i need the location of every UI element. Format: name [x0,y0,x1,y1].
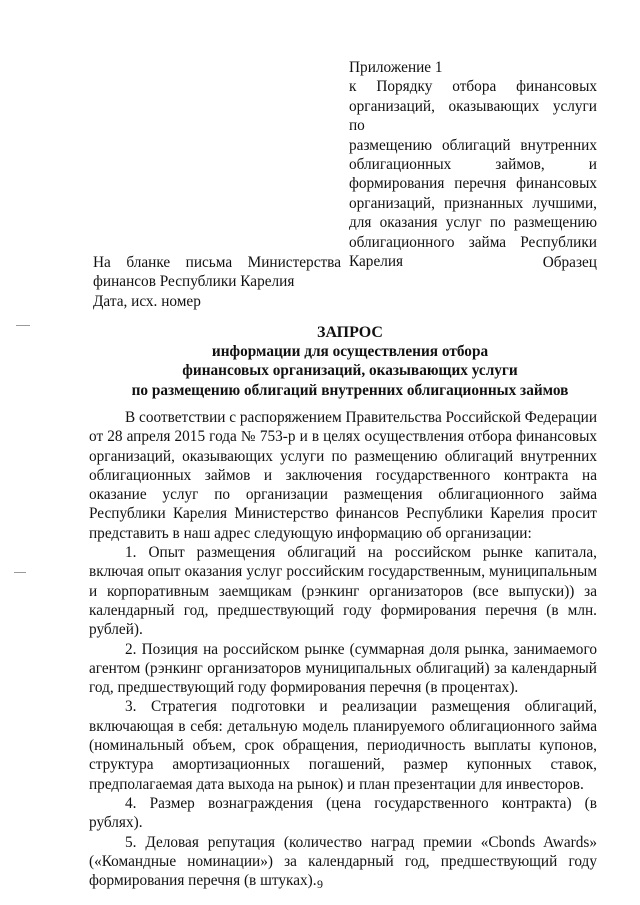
letterhead-line: финансов Республики Карелия [93,273,295,291]
annex-line: облигационного займа Республики [349,233,597,251]
annex-line: Карелия [349,253,404,271]
heading-sub-line: финансовых организаций, оказывающих услуги [182,362,518,380]
sample-label: Образец [542,254,597,271]
heading-sub-line: по размещению облигаций внутренних облигационных займов [131,381,569,399]
list-item: 1. Опыт размещения облигаций на российском рынке капитала, включая опыт оказания услуг российским государственным, муниципальным и корпоративным заемщикам (рэнкинг организаторов (все выпуски)) за календарный год, предшествующий году формирования перечня (в млн. рублей). [89,544,597,639]
scan-mark [14,572,26,573]
document-body [89,408,597,890]
scan-mark [16,325,30,326]
annex-line: облигационных займов, и [349,156,597,174]
list-item: 3. Стратегия подготовки и реализации размещения облигаций, включающая в себя: детальную модель планируемого облигационного займа (номинальный объем, срок обращения, периодичность выплаты купонов, структура амортизационных погашений, размер купонных ставок, предполагаемая дата выхода на рынок) и план презентации для инвесторов. [89,698,597,793]
document-heading [60,323,640,400]
letterhead-note [93,253,341,311]
annex-line: организаций, признанных лучшими, [349,194,597,212]
heading-sub-line: информации для осуществления отбора [211,343,489,361]
intro-paragraph: В соответствии с распоряжением Правительства Российской Федерации от 28 апреля 2015 года № 753-р и в целях осуществления отбора финансовых организаций, оказывающих услуги по размещению облигаций внутренних облигационных займов и заключения государственного контракта на оказание услуг по организации размещения облигационного займа Республики Карелия Министерство финансов Республики Карелия просит представить в наш адрес следующую информацию об организации: [89,409,598,542]
annex-line: организаций, оказывающих услуги по [349,97,597,135]
heading-main: ЗАПРОС [317,324,383,341]
annex-line: для оказания услуг по размещению [349,214,597,232]
annex-title: Приложение 1 [349,59,443,76]
letterhead-line: Дата, исх. номер [93,292,201,310]
annex-block [349,58,597,271]
annex-line: размещению облигаций внутренних [349,136,597,154]
list-item: 5. Деловая репутация (количество наград премии «Cbonds Awards» («Командные номинации») за календарный год, предшествующий году формирования перечня (в штуках). [89,833,597,890]
annex-line: формирования перечня финансовых [349,175,597,193]
letterhead-line: На бланке письма Министерства [93,254,341,271]
list-item: 4. Размер вознаграждения (цена государственного контракта) (в рублях). [89,794,597,832]
list-item: 2. Позиция на российском рынке (суммарная доля рынка, занимаемого агентом (рэнкинг организаторов муниципальных облигаций) за календарный год, предшествующий году формирования перечня (в процентах). [89,640,597,697]
page-number: 9 [317,877,323,891]
annex-line: к Порядку отбора финансовых [349,78,597,96]
